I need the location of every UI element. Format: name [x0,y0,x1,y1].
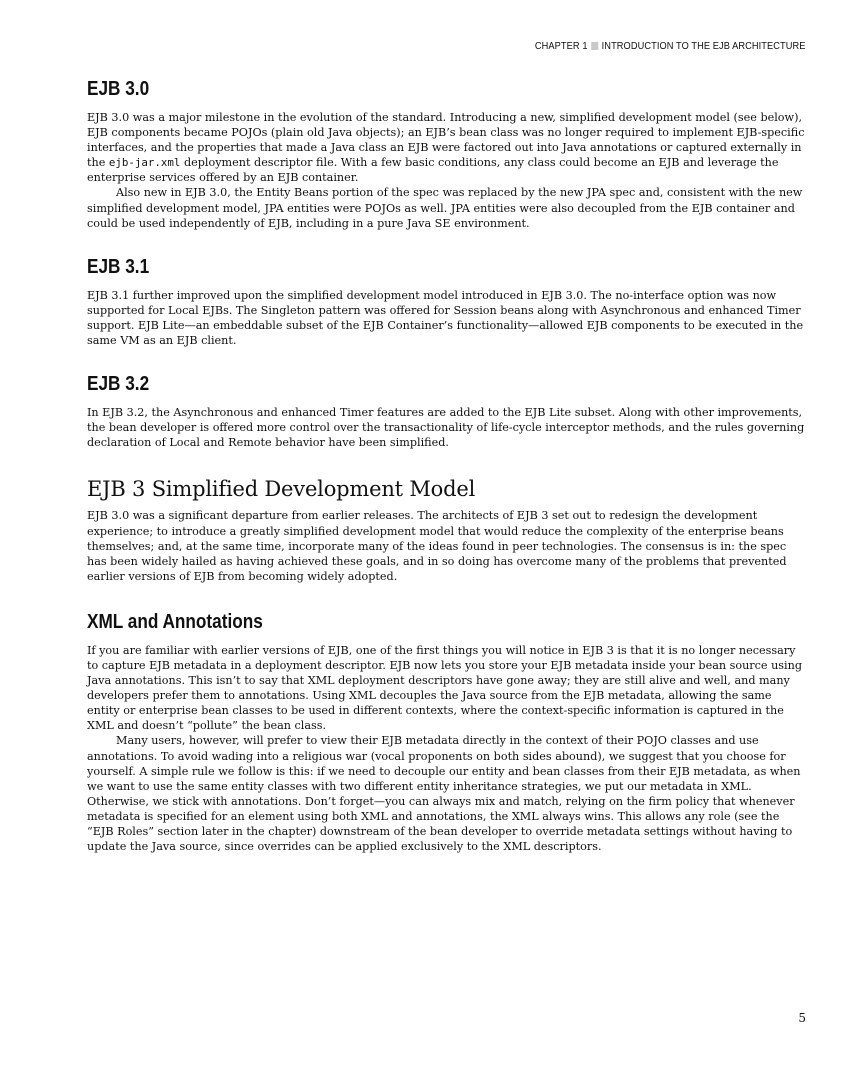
separator-square-icon [592,42,599,50]
paragraph: In EJB 3.2, the Asynchronous and enhanced Timer features are added to the EJB Lite subset. Along with other improvements, the bean developer is offered more control over the transactionality of life-cycle interceptor methods, and the rules governing declaration of Local and Remote behavior have been simplified. [87,406,805,450]
section-heading: EJB 3.2 [87,373,150,396]
paragraph: If you are familiar with earlier versions of EJB, one of the first things you will notice in EJB 3 is that it is no longer necessary to capture EJB metadata in a deployment descriptor. EJB now lets you store your EJB metadata inside your bean source using Java annotations. This isn’t to say that XML deployment descriptors have gone away; they are still alive and well, and many developers prefer them to annotations. Using XML decouples the Java source from the EJB metadata, allowing the same entity or enterprise bean classes to be used in different contexts, where the context-specific information is captured in the XML and doesn’t “pollute” the bean class. [87,643,802,733]
section-xml-and-annotations [87,609,807,854]
paragraph: EJB 3.1 further improved upon the simplified development model introduced in EJB 3.0. The no-interface option was now supported for Local EJBs. The Singleton pattern was offered for Session beans along with Asynchronous and enhanced Timer support. EJB Lite—an embeddable subset of the EJB Container’s functionality—allowed EJB components to be executed in the same VM as an EJB client. [87,288,804,348]
paragraph-text: deployment descriptor file. With a few basic conditions, any class could become an EJB and leverage the enterprise services offered by an EJB container. [87,156,779,185]
paragraph [87,110,807,185]
section-ejb-3-1 [87,254,807,348]
page-body [87,76,807,854]
section-simplified-development-model [87,476,807,583]
paragraph: Many users, however, will prefer to view their EJB metadata directly in the context of their POJO classes and use annotations. To avoid wading into a religious war (vocal proponents on both sides abound), we suggest that you choose for yourself. A simple rule we follow is this: if we need to decouple our entity and bean classes from their EJB metadata, as when we want to use the same entity classes with two different entity inheritance strategies, we put our metadata in XML. Otherwise, we stick with annotations. Don’t forget—you can always mix and match, relying on the firm policy that whenever metadata is specified for an element using both XML and annotations, the XML always wins. This allows any role (see the “EJB Roles” section later in the chapter) downstream of the bean developer to override metadata settings without having to update the Java source, since overrides can be applied exclusively to the XML descriptors. [87,734,801,854]
inline-code: ejb-jar.xml [108,156,181,170]
paragraph: Also new in EJB 3.0, the Entity Beans portion of the spec was replaced by the new JPA spec and, consistent with the new simplified development model, JPA entities were POJOs as well. JPA entities were also decoupled from the EJB container and could be used independently of EJB, including in a pure Java SE environment. [87,186,803,230]
section-heading: EJB 3.0 [87,78,150,100]
section-heading: EJB 3 Simplified Development Model [87,477,476,502]
section-ejb-3-0 [87,76,807,231]
chapter-title: INTRODUCTION TO THE EJB ARCHITECTURE [602,40,806,52]
running-head [535,40,806,52]
section-ejb-3-2 [87,371,807,450]
paragraph-text: EJB 3.0 was a major milestone in the evolution of the standard. Introducing a new, simplified development model (see below), EJB components became POJOs (plain old Java objects); an EJB’s bean class was no longer required to implement EJB-specific interfaces, and the properties that made a Java class an EJB were factored out into Java annotations or captured externally in the [87,111,805,170]
page-number: 5 [798,1011,806,1025]
chapter-label: CHAPTER 1 [535,40,589,52]
paragraph: EJB 3.0 was a significant departure from earlier releases. The architects of EJB 3 set out to redesign the development experience; to introduce a greatly simplified development model that would reduce the complexity of the enterprise beans themselves; and, at the same time, incorporate many of the ideas found in peer technologies. The consensus is in: the spec has been widely hailed as having achieved these goals, and in so doing has overcome many of the problems that prevented earlier versions of EJB from becoming widely adopted. [87,509,787,583]
section-heading: XML and Annotations [87,610,263,633]
section-heading: EJB 3.1 [87,255,150,278]
